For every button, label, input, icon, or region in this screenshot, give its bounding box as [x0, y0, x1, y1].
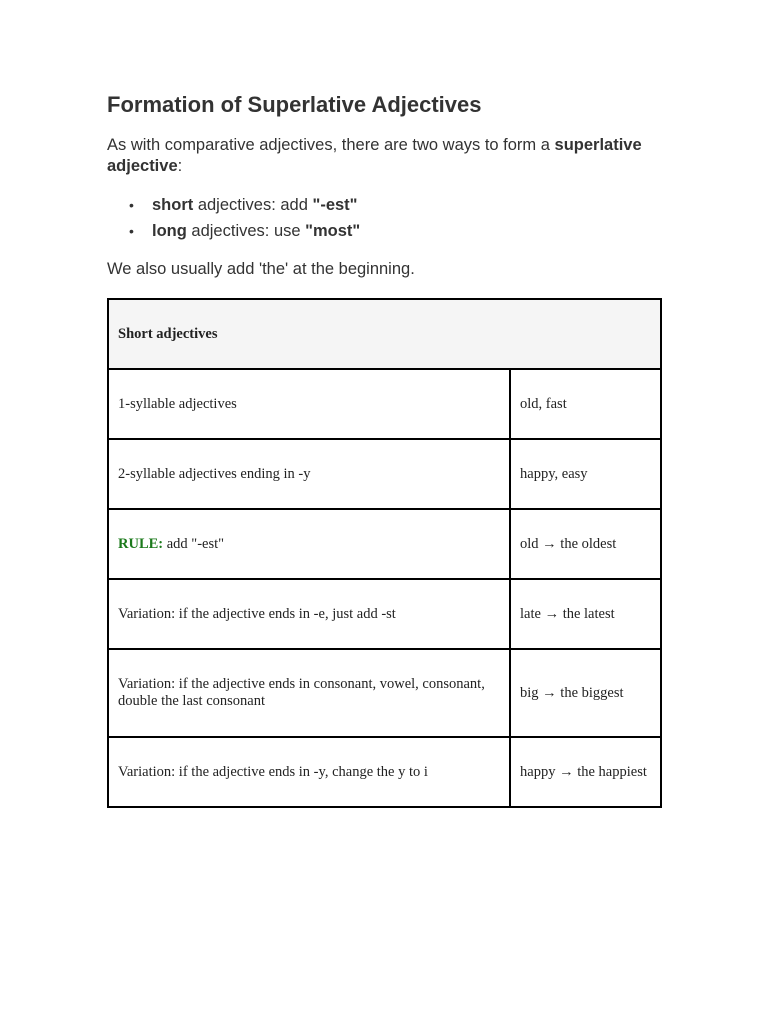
table-row [108, 649, 661, 737]
table-row [108, 579, 661, 649]
bullet-bold-word: short [152, 196, 194, 214]
table-header-row [108, 299, 661, 369]
table-cell-example: old, fast [510, 369, 661, 439]
table-cell-example: late → the latest [510, 579, 661, 649]
bullet-text: adjectives: use [186, 222, 306, 240]
table-header-cell: Short adjectives [108, 299, 661, 369]
table-cell-example: old → the oldest [510, 509, 661, 579]
table-cell-description [108, 509, 510, 579]
bullet-text: adjectives: add [193, 196, 313, 214]
table-cell-example: happy, easy [510, 439, 661, 509]
table-row [108, 509, 661, 579]
rule-label: RULE: [118, 535, 164, 552]
list-item [107, 220, 360, 246]
intro-bold-term: superlative adjective [107, 136, 642, 175]
bullet-icon: • [129, 223, 134, 239]
bullet-bold-tail: "most" [305, 222, 361, 240]
list-item [107, 194, 360, 220]
table-cell-description: Variation: if the adjective ends in -e, just add -st [108, 579, 510, 649]
rule-text: add "-est" [163, 535, 225, 552]
formation-bullet-list [107, 194, 360, 246]
intro-paragraph [107, 135, 667, 177]
table-row [108, 737, 661, 807]
bullet-icon: • [129, 197, 134, 213]
short-adjectives-table [107, 298, 662, 808]
table-row [108, 369, 661, 439]
intro-suffix: : [177, 157, 183, 175]
bullet-bold-tail: "-est" [312, 196, 358, 214]
intro-text: As with comparative adjectives, there are two ways to form a [107, 136, 555, 154]
table-row [108, 439, 661, 509]
bullet-bold-word: long [152, 222, 187, 240]
note-paragraph: We also usually add 'the' at the beginning. [107, 260, 415, 278]
table-cell-description: 1-syllable adjectives [108, 369, 510, 439]
table-cell-example: big → the biggest [510, 649, 661, 737]
table-cell-description: Variation: if the adjective ends in -y, change the y to i [108, 737, 510, 807]
page-title: Formation of Superlative Adjectives [107, 92, 482, 117]
table-cell-description: Variation: if the adjective ends in consonant, vowel, consonant, double the last consonant [108, 649, 510, 737]
table-cell-example: happy → the happiest [510, 737, 661, 807]
table-cell-description: 2-syllable adjectives ending in -y [108, 439, 510, 509]
